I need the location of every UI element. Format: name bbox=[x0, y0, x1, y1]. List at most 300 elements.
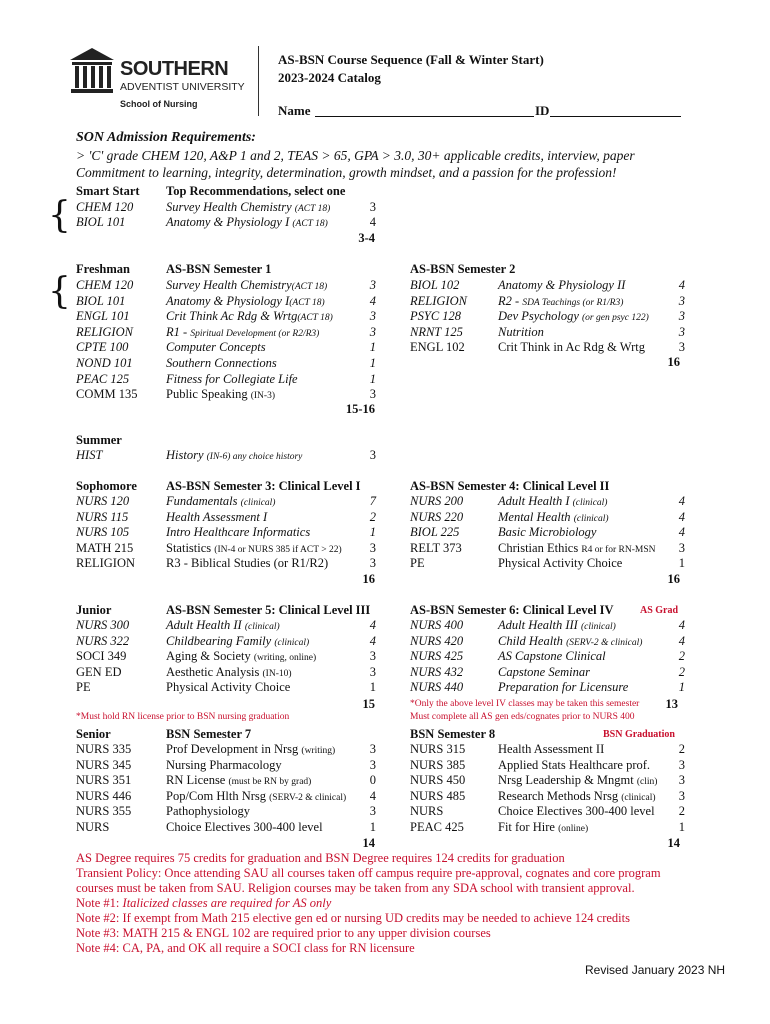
course-note: (ACT 18) bbox=[297, 313, 333, 324]
course-code: NRNT 125 bbox=[410, 324, 463, 339]
course-title: Survey Health Chemistry bbox=[166, 278, 292, 292]
course-row bbox=[76, 356, 376, 371]
course-title: Public Speaking bbox=[166, 387, 251, 402]
course-name: Survey Health Chemistry bbox=[166, 200, 292, 214]
course-row bbox=[76, 309, 376, 324]
course-row bbox=[410, 758, 685, 773]
smart-start-total: 3-4 bbox=[358, 231, 375, 245]
course-note: (clin) bbox=[636, 777, 658, 788]
course-code: NURS 420 bbox=[410, 633, 464, 648]
course-code: NURS 400 bbox=[410, 618, 464, 632]
course-code: NURS bbox=[76, 820, 110, 834]
course-title: Adult Health II bbox=[166, 618, 245, 632]
course-code: CPTE 100 bbox=[76, 340, 129, 355]
course-title: Dev Psychology bbox=[498, 309, 582, 324]
course-credits: 1 bbox=[369, 371, 376, 386]
course-name bbox=[498, 804, 655, 819]
course-name bbox=[166, 634, 309, 651]
course-title: Fit for Hire bbox=[498, 820, 559, 834]
course-row bbox=[76, 372, 376, 387]
logo-line1: SOUTHERN bbox=[120, 58, 229, 80]
course-code: NURS 432 bbox=[410, 664, 464, 679]
course-code: NURS 315 bbox=[410, 742, 466, 756]
course-code: NURS 115 bbox=[76, 509, 129, 524]
course-name bbox=[166, 618, 280, 635]
list-item bbox=[76, 200, 133, 215]
course-code: BIOL 102 bbox=[410, 278, 460, 292]
course-title: Nrsg Leadership & Mngmt bbox=[498, 773, 637, 788]
course-credits: 2 bbox=[678, 804, 685, 819]
course-title: Nutrition bbox=[498, 324, 544, 339]
transient-policy-line2: courses must be taken from SAU. Religion courses may be taken from any SDA school with transient approval. bbox=[76, 881, 635, 895]
course-name bbox=[498, 510, 609, 527]
course-name bbox=[166, 372, 298, 387]
course-row bbox=[410, 789, 685, 804]
course-name bbox=[166, 510, 267, 525]
course-credits: 3 bbox=[369, 200, 376, 214]
semester-6-footnote1: *Only the above level IV classes may be taken this semester bbox=[410, 699, 640, 709]
course-credits: 4 bbox=[369, 788, 376, 803]
course-code: BIOL 225 bbox=[410, 525, 460, 540]
course-row bbox=[410, 340, 685, 355]
course-code: PSYC 128 bbox=[410, 309, 462, 324]
course-name bbox=[166, 649, 316, 666]
course-title: Basic Microbiology bbox=[498, 525, 597, 540]
course-note: (SERV-2 & clinical) bbox=[269, 792, 347, 803]
course-credits: 1 bbox=[678, 680, 685, 695]
course-title: Capstone Seminar bbox=[498, 664, 591, 679]
course-code: CHEM 120 bbox=[76, 278, 134, 292]
course-title: Aesthetic Analysis bbox=[166, 664, 263, 679]
course-credits: 2 bbox=[678, 649, 685, 664]
course-name bbox=[498, 649, 606, 664]
course-title: Statistics bbox=[166, 540, 215, 555]
header-divider bbox=[258, 46, 259, 116]
course-credits: 3 bbox=[369, 556, 376, 571]
course-title: R2 - bbox=[498, 293, 523, 308]
course-name bbox=[498, 294, 623, 311]
course-row bbox=[76, 525, 376, 540]
course-credits: 3 bbox=[369, 649, 376, 664]
course-title: Fundamentals bbox=[166, 494, 241, 508]
course-title: Research Methods Nrsg bbox=[498, 788, 622, 803]
transient-policy-line1: Transient Policy: Once attending SAU all courses taken off campus require pre-approval, cognates and core program bbox=[76, 866, 661, 880]
revision-stamp: Revised January 2023 NH bbox=[585, 963, 726, 977]
course-row bbox=[410, 278, 685, 293]
course-credits: 7 bbox=[369, 494, 376, 508]
course-note: (writing) bbox=[301, 746, 336, 756]
semester-8-heading: BSN Semester 8 bbox=[410, 727, 496, 741]
semester-5-heading: AS-BSN Semester 5: Clinical Level III bbox=[166, 603, 371, 617]
course-row bbox=[76, 325, 376, 340]
course-row bbox=[410, 525, 685, 540]
course-row bbox=[76, 541, 376, 556]
course-credits: 3 bbox=[678, 773, 685, 788]
course-name bbox=[166, 340, 266, 355]
course-note: (clinical) bbox=[573, 513, 609, 524]
course-row bbox=[76, 680, 376, 695]
course-code: NURS 200 bbox=[410, 494, 464, 508]
logo-line2: ADVENTIST UNIVERSITY bbox=[120, 81, 245, 93]
course-code: RELIGION bbox=[410, 293, 467, 308]
course-note: (clinical) bbox=[274, 637, 310, 648]
course-code: PE bbox=[410, 556, 425, 571]
course-credits: 2 bbox=[678, 664, 685, 679]
course-row bbox=[410, 742, 685, 757]
course-name bbox=[498, 309, 649, 326]
course-credits: 4 bbox=[369, 618, 376, 632]
course-title: Aging & Society bbox=[166, 649, 254, 664]
course-row bbox=[76, 340, 376, 355]
course-name bbox=[166, 525, 310, 540]
brace-icon: { bbox=[48, 271, 71, 312]
course-code: NURS 345 bbox=[76, 757, 132, 772]
course-name bbox=[166, 309, 333, 326]
course-name bbox=[166, 541, 342, 558]
course-credits: 1 bbox=[369, 356, 376, 370]
course-code: COMM 135 bbox=[76, 387, 138, 402]
course-name bbox=[166, 278, 327, 295]
course-row bbox=[410, 665, 685, 680]
course-title: Anatomy & Physiology I bbox=[166, 293, 290, 308]
course-row bbox=[410, 294, 685, 309]
course-row bbox=[410, 804, 685, 819]
course-note: (IN-4 or NURS 385 if ACT > 22) bbox=[214, 544, 342, 555]
semester-7-total: 14 bbox=[362, 836, 375, 850]
course-name bbox=[166, 758, 282, 773]
course-code: GEN ED bbox=[76, 664, 122, 679]
course-note: (or gen psyc 122) bbox=[582, 313, 649, 324]
course-row bbox=[410, 773, 685, 788]
course-note: SDA Teachings (or R1/R3) bbox=[522, 297, 624, 308]
course-note: (IN-3) bbox=[250, 391, 275, 402]
course-credits: 3 bbox=[369, 324, 376, 339]
course-name bbox=[498, 556, 622, 571]
course-credits: 4 bbox=[369, 633, 376, 648]
course-name bbox=[166, 804, 250, 819]
course-name bbox=[166, 556, 328, 571]
course-title: RN License bbox=[166, 773, 229, 788]
course-row bbox=[76, 494, 376, 509]
course-row bbox=[76, 649, 376, 664]
course-title: Nursing Pharmacology bbox=[166, 757, 282, 772]
semester-1-heading: AS-BSN Semester 1 bbox=[166, 262, 272, 276]
semester-6-footnote2: Must complete all AS gen eds/cognates prior to NURS 400 bbox=[410, 712, 635, 722]
course-title: AS Capstone Clinical bbox=[498, 649, 606, 664]
name-label: Name bbox=[278, 103, 311, 118]
course-credits: 3 bbox=[369, 448, 376, 462]
course-credits: 4 bbox=[678, 509, 685, 524]
course-credits: 4 bbox=[678, 525, 685, 540]
course-title: Adult Health III bbox=[498, 618, 581, 632]
course-code: NURS 425 bbox=[410, 649, 464, 664]
course-name bbox=[498, 820, 588, 837]
course-credits: 4 bbox=[678, 494, 685, 508]
course-title: Health Assessment II bbox=[498, 742, 605, 756]
course-code: MATH 215 bbox=[76, 540, 134, 555]
course-credits: 1 bbox=[369, 680, 376, 695]
course-name bbox=[498, 325, 544, 340]
course-row bbox=[76, 820, 376, 835]
course-title: Choice Electives 300-400 level bbox=[498, 804, 655, 819]
course-name bbox=[166, 494, 275, 511]
course-code: NURS 335 bbox=[76, 742, 132, 756]
course-row bbox=[76, 294, 376, 309]
course-code: NURS 385 bbox=[410, 757, 466, 772]
semester-7-heading: BSN Semester 7 bbox=[166, 727, 252, 741]
course-code: NURS 351 bbox=[76, 773, 132, 788]
course-row bbox=[410, 309, 685, 324]
course-note: (ACT 18) bbox=[291, 282, 328, 292]
course-credits: 3 bbox=[369, 278, 376, 292]
course-note: (clinical) bbox=[572, 498, 608, 508]
course-credits: 1 bbox=[369, 525, 376, 540]
course-code: NURS 300 bbox=[76, 618, 130, 632]
university-logo bbox=[68, 46, 248, 116]
note-4: Note #4: CA, PA, and OK all require a SOCI class for RN licensure bbox=[76, 941, 415, 955]
course-note: (ACT 18) bbox=[294, 204, 331, 214]
course-row bbox=[76, 758, 376, 773]
course-note: R4 or for RN-MSN bbox=[581, 544, 656, 555]
course-code: PEAC 425 bbox=[410, 820, 464, 834]
course-name bbox=[166, 773, 311, 790]
course-credits: 3 bbox=[369, 742, 376, 756]
course-row bbox=[76, 773, 376, 788]
course-credits: 3 bbox=[678, 540, 685, 555]
course-code: RELIGION bbox=[76, 556, 136, 571]
course-title: R3 - Biblical Studies (or R1/R2) bbox=[166, 556, 329, 571]
course-title: Computer Concepts bbox=[166, 340, 266, 355]
course-name bbox=[166, 665, 292, 682]
course-name bbox=[498, 634, 642, 651]
course-credits: 4 bbox=[678, 618, 685, 632]
course-note: Spiritual Development (or R2/R3) bbox=[190, 328, 320, 339]
smart-start-heading: Top Recommendations, select one bbox=[166, 184, 346, 198]
columns-icon bbox=[68, 46, 116, 96]
course-row bbox=[76, 634, 376, 649]
course-title: Health Assessment I bbox=[166, 509, 268, 524]
course-name bbox=[498, 340, 645, 355]
note-1-label: Note #1: bbox=[76, 896, 123, 910]
course-code: ENGL 101 bbox=[76, 309, 130, 324]
course-code: PEAC 125 bbox=[76, 371, 130, 386]
course-row bbox=[76, 665, 376, 680]
list-item bbox=[76, 215, 125, 230]
summer-label: Summer bbox=[76, 433, 122, 447]
course-name bbox=[498, 742, 604, 757]
course-code: NURS bbox=[410, 804, 444, 819]
semester-4-total: 16 bbox=[667, 572, 680, 586]
course-title: Southern Connections bbox=[166, 356, 277, 370]
course-credits: 4 bbox=[369, 293, 376, 308]
course-name bbox=[498, 680, 628, 695]
freshman-label: Freshman bbox=[76, 262, 130, 276]
course-code: SOCI 349 bbox=[76, 649, 127, 664]
semester-2-total: 16 bbox=[667, 355, 680, 369]
course-credits: 3 bbox=[678, 293, 685, 308]
course-name bbox=[498, 494, 607, 511]
course-name bbox=[498, 278, 625, 293]
semester-4-heading: AS-BSN Semester 4: Clinical Level II bbox=[410, 479, 610, 493]
course-title: Applied Stats Healthcare prof. bbox=[498, 757, 651, 772]
course-row bbox=[76, 618, 376, 633]
course-name bbox=[498, 758, 650, 773]
course-credits: 3 bbox=[678, 788, 685, 803]
smart-start-label: Smart Start bbox=[76, 184, 140, 198]
course-row bbox=[76, 789, 376, 804]
course-name bbox=[498, 789, 656, 806]
course-credits: 4 bbox=[678, 278, 685, 292]
admission-line2: Commitment to learning, integrity, determination, growth mindset, and a passion for the profession! bbox=[76, 165, 617, 180]
id-field[interactable] bbox=[550, 116, 681, 117]
note-1-text: Italicized classes are required for AS only bbox=[122, 896, 332, 910]
id-label: ID bbox=[535, 103, 550, 118]
course-name bbox=[498, 525, 596, 540]
course-note: (clinical) bbox=[621, 792, 656, 803]
course-row bbox=[410, 325, 685, 340]
course-code: NURS 322 bbox=[76, 633, 130, 648]
course-title: Anatomy & Physiology II bbox=[498, 278, 626, 292]
course-note: (ACT 18) bbox=[289, 297, 325, 308]
course-code: CHEM 120 bbox=[76, 200, 134, 214]
course-title: Physical Activity Choice bbox=[498, 556, 623, 571]
course-note: (IN-6) any choice history bbox=[206, 452, 303, 462]
course-code: NOND 101 bbox=[76, 356, 133, 370]
course-credits: 1 bbox=[369, 340, 376, 355]
course-code: BIOL 101 bbox=[76, 215, 126, 229]
course-title: Christian Ethics bbox=[498, 540, 582, 555]
course-name: History bbox=[166, 448, 207, 462]
course-note: (must be RN by grad) bbox=[228, 777, 312, 788]
course-row bbox=[410, 510, 685, 525]
course-credits: 3 bbox=[369, 309, 376, 324]
course-row bbox=[410, 649, 685, 664]
course-note: (clinical) bbox=[240, 498, 276, 508]
course-name bbox=[166, 820, 323, 835]
course-credits: 2 bbox=[369, 509, 376, 524]
logo-line3: School of Nursing bbox=[120, 99, 198, 109]
course-credits: 1 bbox=[678, 820, 685, 834]
course-name bbox=[166, 680, 290, 695]
course-row bbox=[410, 618, 685, 633]
course-note: (SERV-2 & clinical) bbox=[566, 637, 643, 648]
course-name: Anatomy & Physiology I bbox=[166, 215, 290, 229]
list-item bbox=[166, 215, 328, 230]
course-name bbox=[498, 665, 590, 680]
course-row bbox=[76, 510, 376, 525]
course-credits: 3 bbox=[678, 324, 685, 339]
admission-line1: > 'C' grade CHEM 120, A&P 1 and 2, TEAS > 65, GPA > 3.0, 30+ applicable credits, interview, paper bbox=[76, 148, 635, 163]
course-credits: 3 bbox=[678, 309, 685, 324]
course-title: Prof Development in Nrsg bbox=[166, 742, 302, 756]
course-title: Preparation for Licensure bbox=[498, 680, 629, 695]
course-code: BIOL 101 bbox=[76, 293, 126, 308]
course-note: (IN-10) bbox=[262, 668, 292, 679]
course-title: Physical Activity Choice bbox=[166, 680, 291, 695]
course-note: (clinical) bbox=[580, 622, 616, 632]
course-note: (ACT 18) bbox=[292, 219, 328, 229]
semester-8-total: 14 bbox=[667, 836, 680, 850]
note-1 bbox=[76, 896, 331, 911]
catalog-year: 2023-2024 Catalog bbox=[278, 70, 381, 85]
course-code: NURS 440 bbox=[410, 680, 464, 695]
course-code: NURS 105 bbox=[76, 525, 130, 540]
semester-3-heading: AS-BSN Semester 3: Clinical Level I bbox=[166, 479, 361, 493]
course-note: (writing, online) bbox=[253, 653, 317, 664]
course-row bbox=[410, 541, 685, 556]
semester-5-footnote: *Must hold RN license prior to BSN nursing graduation bbox=[76, 712, 290, 722]
semester-6-heading: AS-BSN Semester 6: Clinical Level IV bbox=[410, 603, 614, 617]
course-row bbox=[76, 278, 376, 293]
course-name bbox=[166, 789, 346, 806]
course-name bbox=[166, 387, 275, 404]
course-code: NURS 450 bbox=[410, 773, 466, 788]
semester-5-total: 15 bbox=[362, 697, 375, 711]
course-row bbox=[76, 742, 376, 757]
course-credits: 0 bbox=[369, 773, 376, 788]
degree-requirements-note: AS Degree requires 75 credits for graduation and BSN Degree requires 124 credits for graduation bbox=[76, 851, 565, 865]
course-row bbox=[410, 556, 685, 571]
course-credits: 1 bbox=[369, 820, 376, 834]
course-name bbox=[166, 294, 325, 311]
page-title: AS-BSN Course Sequence (Fall & Winter Start) bbox=[278, 52, 544, 67]
course-row bbox=[410, 680, 685, 695]
course-title: Crit Think Ac Rdg & Wrtg bbox=[166, 309, 298, 324]
course-credits: 4 bbox=[678, 633, 685, 648]
semester-3-total: 16 bbox=[362, 572, 375, 586]
course-code: NURS 446 bbox=[76, 788, 132, 803]
list-item bbox=[166, 448, 302, 463]
course-note: (clinical) bbox=[244, 622, 280, 632]
course-credits: 3 bbox=[678, 757, 685, 772]
course-name bbox=[498, 618, 616, 635]
semester-6-total: 13 bbox=[665, 697, 678, 711]
course-code: RELIGION bbox=[76, 324, 133, 339]
sophomore-label: Sophomore bbox=[76, 479, 137, 493]
course-credits: 3 bbox=[369, 540, 376, 555]
course-title: Pathophysiology bbox=[166, 804, 251, 819]
course-code: NURS 120 bbox=[76, 494, 130, 508]
course-title: Choice Electives 300-400 level bbox=[166, 820, 323, 834]
course-title: R1 - bbox=[166, 324, 191, 339]
brace-icon: { bbox=[48, 195, 71, 236]
course-name bbox=[166, 325, 319, 342]
course-credits: 2 bbox=[678, 742, 685, 756]
course-code: PE bbox=[76, 680, 91, 695]
admission-heading: SON Admission Requirements: bbox=[76, 130, 256, 145]
course-row bbox=[410, 494, 685, 509]
senior-label: Senior bbox=[76, 727, 111, 741]
course-credits: 3 bbox=[369, 664, 376, 679]
course-credits: 4 bbox=[369, 215, 376, 229]
course-name bbox=[498, 773, 657, 790]
course-title: Intro Healthcare Informatics bbox=[166, 525, 311, 540]
course-code: NURS 485 bbox=[410, 788, 466, 803]
course-title: Pop/Com Hlth Nrsg bbox=[166, 788, 270, 803]
course-credits: 3 bbox=[369, 804, 376, 819]
course-title: Childbearing Family bbox=[166, 633, 275, 648]
course-name bbox=[166, 742, 335, 759]
course-row bbox=[410, 634, 685, 649]
name-field[interactable] bbox=[315, 116, 534, 117]
course-title: Adult Health I bbox=[498, 494, 573, 508]
junior-label: Junior bbox=[76, 603, 112, 617]
course-row bbox=[410, 820, 685, 835]
course-credits: 3 bbox=[369, 757, 376, 772]
course-code: NURS 355 bbox=[76, 804, 132, 819]
course-code: NURS 220 bbox=[410, 509, 464, 524]
course-credits: 3 bbox=[369, 387, 376, 402]
